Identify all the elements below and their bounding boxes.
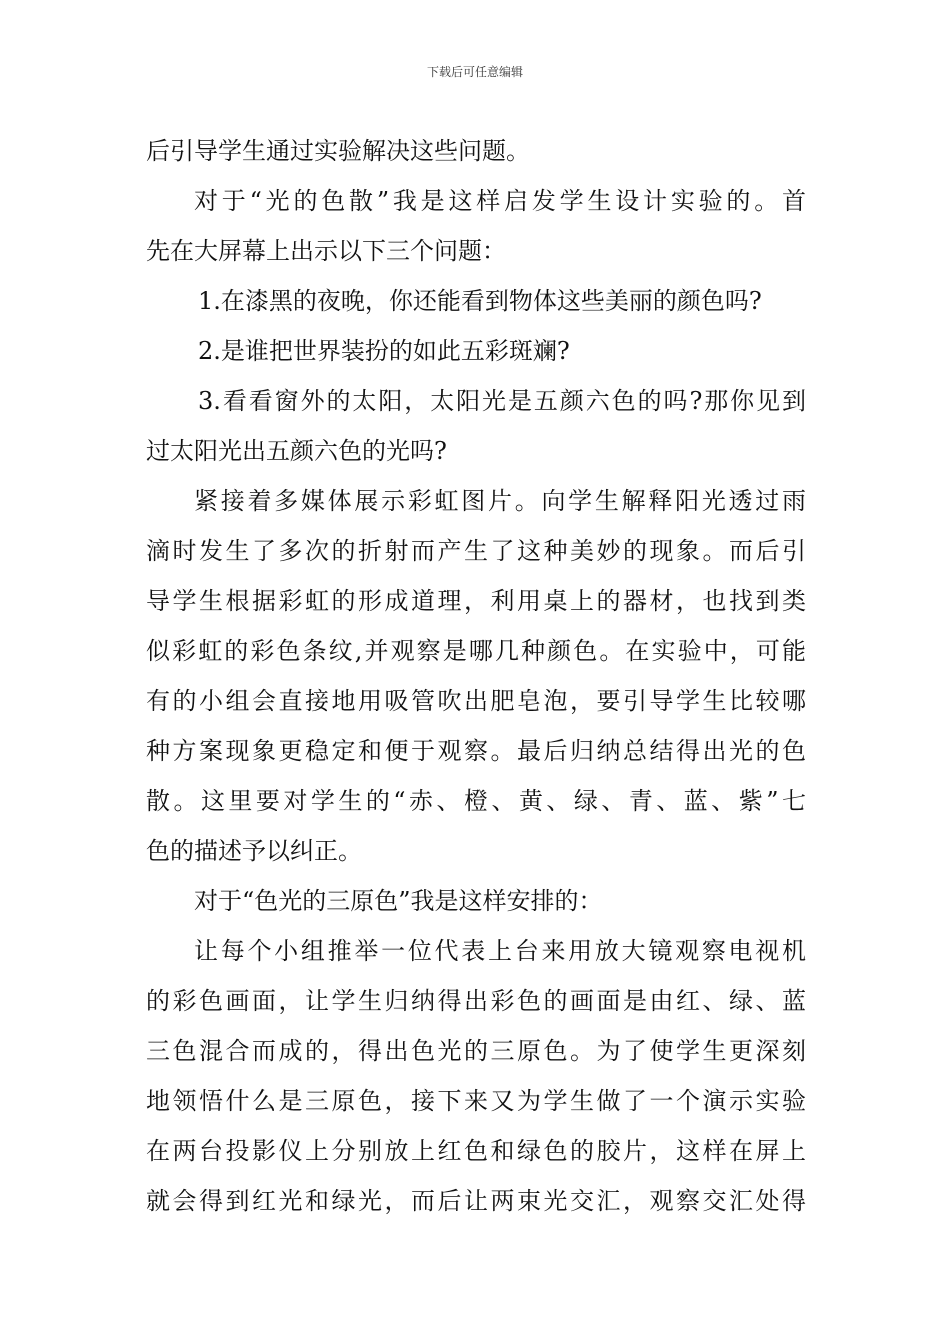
text-line: 似彩虹的彩色条纹,并观察是哪几种颜色。在实验中，可能 xyxy=(146,637,806,665)
text-line: 散。这里要对学生的“赤、橙、黄、绿、青、蓝、紫”七 xyxy=(146,787,806,815)
text-line: 对于“色光的三原色”我是这样安排的： xyxy=(194,887,603,915)
text-line: 在两台投影仪上分别放上红色和绿色的胶片，这样在屏上 xyxy=(146,1137,806,1165)
text-line: 1.在漆黑的夜晚，你还能看到物体这些美丽的颜色吗? xyxy=(198,287,762,315)
text-line: 紧接着多媒体展示彩虹图片。向学生解释阳光透过雨 xyxy=(194,487,806,515)
text-line: 色的描述予以纠正。 xyxy=(146,837,362,865)
text-line: 过太阳光出五颜六色的光吗? xyxy=(146,437,447,465)
text-line: 让每个小组推举一位代表上台来用放大镜观察电视机 xyxy=(194,937,806,965)
document-body xyxy=(146,126,806,1226)
text-line: 先在大屏幕上出示以下三个问题： xyxy=(146,237,506,265)
text-line: 2.是谁把世界装扮的如此五彩斑斓? xyxy=(198,337,570,365)
text-line: 后引导学生通过实验解决这些问题。 xyxy=(146,137,530,165)
text-line: 对于“光的色散”我是这样启发学生设计实验的。首 xyxy=(194,187,806,215)
text-line: 种方案现象更稳定和便于观察。最后归纳总结得出光的色 xyxy=(146,737,806,765)
text-line: 有的小组会直接地用吸管吹出肥皂泡，要引导学生比较哪 xyxy=(146,687,806,715)
text-line: 滴时发生了多次的折射而产生了这种美妙的现象。而后引 xyxy=(146,537,806,565)
page-header: 下载后可任意编辑 xyxy=(426,65,523,79)
text-line: 三色混合而成的，得出色光的三原色。为了使学生更深刻 xyxy=(146,1037,806,1065)
text-line: 导学生根据彩虹的形成道理，利用桌上的器材，也找到类 xyxy=(146,587,806,615)
text-line: 地领悟什么是三原色，接下来又为学生做了一个演示实验 xyxy=(146,1087,806,1115)
text-line: 3.看看窗外的太阳，太阳光是五颜六色的吗?那你见到 xyxy=(198,387,806,415)
text-line: 就会得到红光和绿光，而后让两束光交汇，观察交汇处得 xyxy=(146,1187,806,1215)
text-line: 的彩色画面，让学生归纳得出彩色的画面是由红、绿、蓝 xyxy=(146,987,806,1015)
